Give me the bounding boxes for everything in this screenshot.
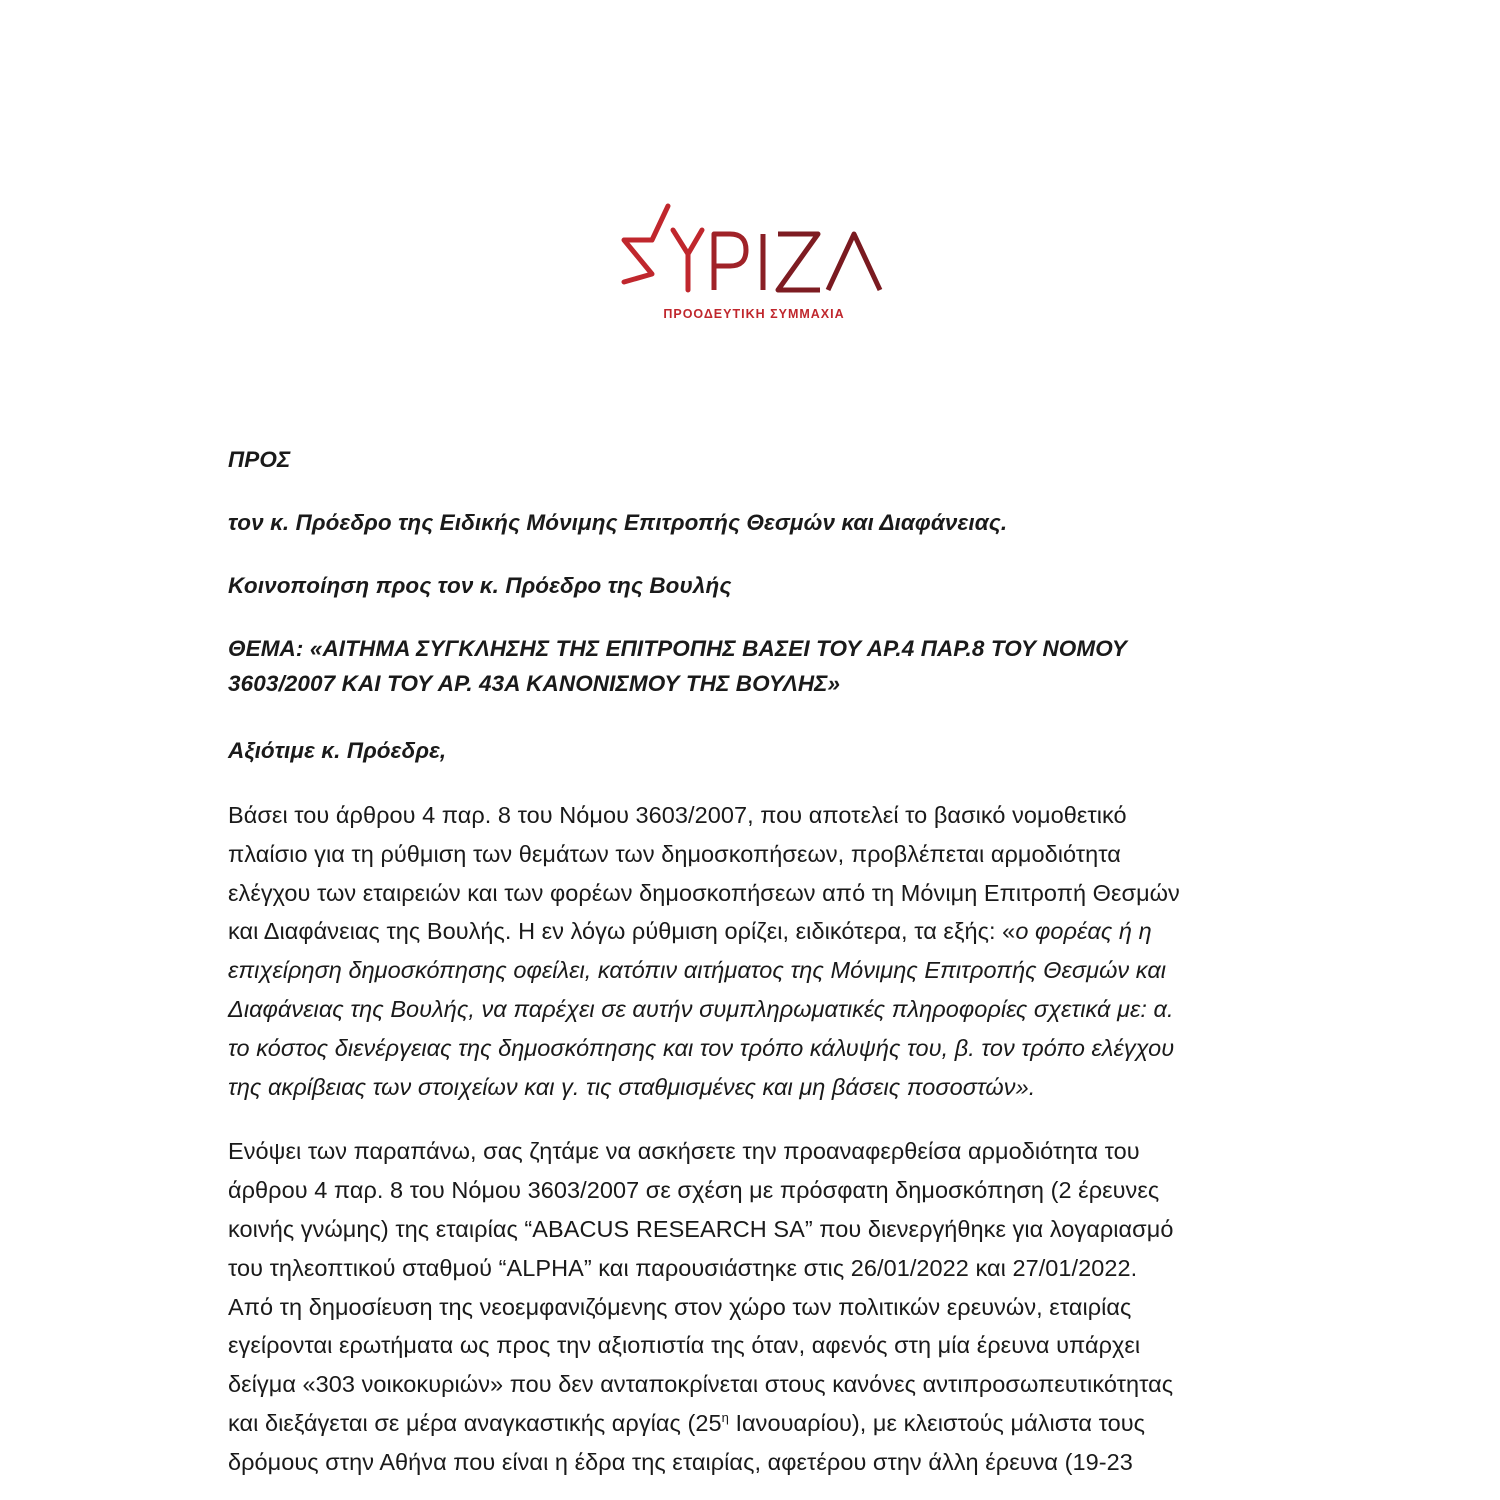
logo-rho-letter (714, 234, 746, 290)
p2-line: εγείρονται ερωτήματα ως προς την αξιοπιστία της όταν, αφενός στη μία έρευνα υπάρχει (228, 1332, 1141, 1359)
p2-superscript: η (721, 1409, 729, 1425)
p2-line: δείγμα «303 νοικοκυριών» που δεν ανταποκρίνεται στους κανόνες αντιπροσωπευτικότητας (228, 1371, 1174, 1398)
party-logo (618, 200, 890, 325)
subject-line-2: 3603/2007 ΚΑΙ ΤΟΥ ΑΡ. 43Α ΚΑΝΟΝΙΣΜΟΥ ΤΗΣ ΒΟΥΛΗΣ» (228, 671, 841, 696)
p2-line: Ενόψει των παραπάνω, σας ζητάμε να ασκήσετε την προαναφερθείσα αρμοδιότητα του (228, 1138, 1140, 1165)
p1-quote-start: ο φορέας ή η (1015, 918, 1152, 945)
p2-line: δρόμους στην Αθήνα που είναι η έδρα της εταιρίας, αφετέρου στην άλλη έρευνα (19-23 (228, 1448, 1133, 1475)
p2-line: κοινής γνώμης) της εταιρίας “ABACUS RESEARCH SA” που διενεργήθηκε για λογαριασμό (228, 1215, 1174, 1242)
letter-subject (228, 631, 1278, 701)
syriza-logo-graphic (618, 200, 890, 325)
p2-line: και διεξάγεται σε μέρα αναγκαστικής αργίας (25 (228, 1409, 722, 1436)
letter-salutation: Αξιότιμε κ. Πρόεδρε, (228, 738, 447, 763)
p1-quote-line: το κόστος διενέργειας της δημοσκόπησης και τον τρόπο κάλυψής του, β. τον τρόπο ελέγχου (228, 1034, 1175, 1061)
letter-recipient: τον κ. Πρόεδρο της Ειδικής Μόνιμης Επιτροπής Θεσμών και Διαφάνειας. (228, 510, 1008, 535)
logo-zeta-letter (778, 234, 820, 290)
p1-line: και Διαφάνειας της Βουλής. Η εν λόγω ρύθμιση ορίζει, ειδικότερα, τα εξής: « (228, 918, 1016, 945)
logo-upsilon-stroke-a (673, 230, 688, 290)
p1-quote-line: επιχείρηση δημοσκόπησης οφείλει, κατόπιν αιτήματος της Μόνιμης Επιτροπής Θεσμών και (228, 957, 1167, 984)
paragraph-2 (228, 1132, 1278, 1481)
p2-line: του τηλεοπτικού σταθμού “ALPHA” και παρουσιάστηκε στις 26/01/2022 και 27/01/2022. (228, 1254, 1138, 1281)
paragraph-1 (228, 796, 1278, 1106)
p1-line: Βάσει του άρθρου 4 παρ. 8 του Νόμου 3603/2007, που αποτελεί το βασικό νομοθετικό (228, 802, 1127, 828)
letter-content (228, 442, 1278, 1500)
p1-quote-line: της ακρίβειας των στοιχείων και γ. τις σταθμισμένες και μη βάσεις ποσοστών». (228, 1073, 1036, 1100)
p2-line: Από τη δημοσίευση της νεοεμφανιζόμενης στον χώρο των πολιτικών ερευνών, εταιρίας (228, 1293, 1132, 1320)
logo-alpha-letter (828, 234, 880, 290)
p1-line: πλαίσιο για τη ρύθμιση των θεμάτων των δημοσκοπήσεων, προβλέπεται αρμοδιότητα (228, 840, 1121, 867)
p2-line: Ιανουαρίου), με κλειστούς μάλιστα τους (728, 1409, 1145, 1436)
letter-cc: Κοινοποίηση προς τον κ. Πρόεδρο της Βουλής (228, 573, 732, 598)
logo-sigma-mark (624, 206, 668, 282)
p2-line: άρθρου 4 παρ. 8 του Νόμου 3603/2007 σε σχέση με πρόσφατη δημοσκόπηση (2 έρευνες (228, 1177, 1160, 1204)
subject-line-1: ΘΕΜΑ: «ΑΙΤΗΜΑ ΣΥΓΚΛΗΣΗΣ ΤΗΣ ΕΠΙΤΡΟΠΗΣ ΒΑΣΕΙ ΤΟΥ ΑΡ.4 ΠΑΡ.8 ΤΟΥ ΝΟΜΟΥ (228, 636, 1128, 661)
p1-line: ελέγχου των εταιρειών και των φορέων δημοσκοπήσεων από τη Μόνιμη Επιτροπή Θεσμών (228, 879, 1180, 906)
logo-upsilon-stroke-b (688, 230, 702, 254)
letter-to: ΠΡΟΣ (228, 447, 291, 472)
logo-tagline: ΠΡΟΟΔΕΥΤΙΚΗ ΣΥΜΜΑΧΙΑ (663, 307, 845, 321)
p1-quote-line: Διαφάνειας της Βουλής, να παρέχει σε αυτήν συμπληρωματικές πληροφορίες σχετικά με: α. (228, 995, 1174, 1022)
